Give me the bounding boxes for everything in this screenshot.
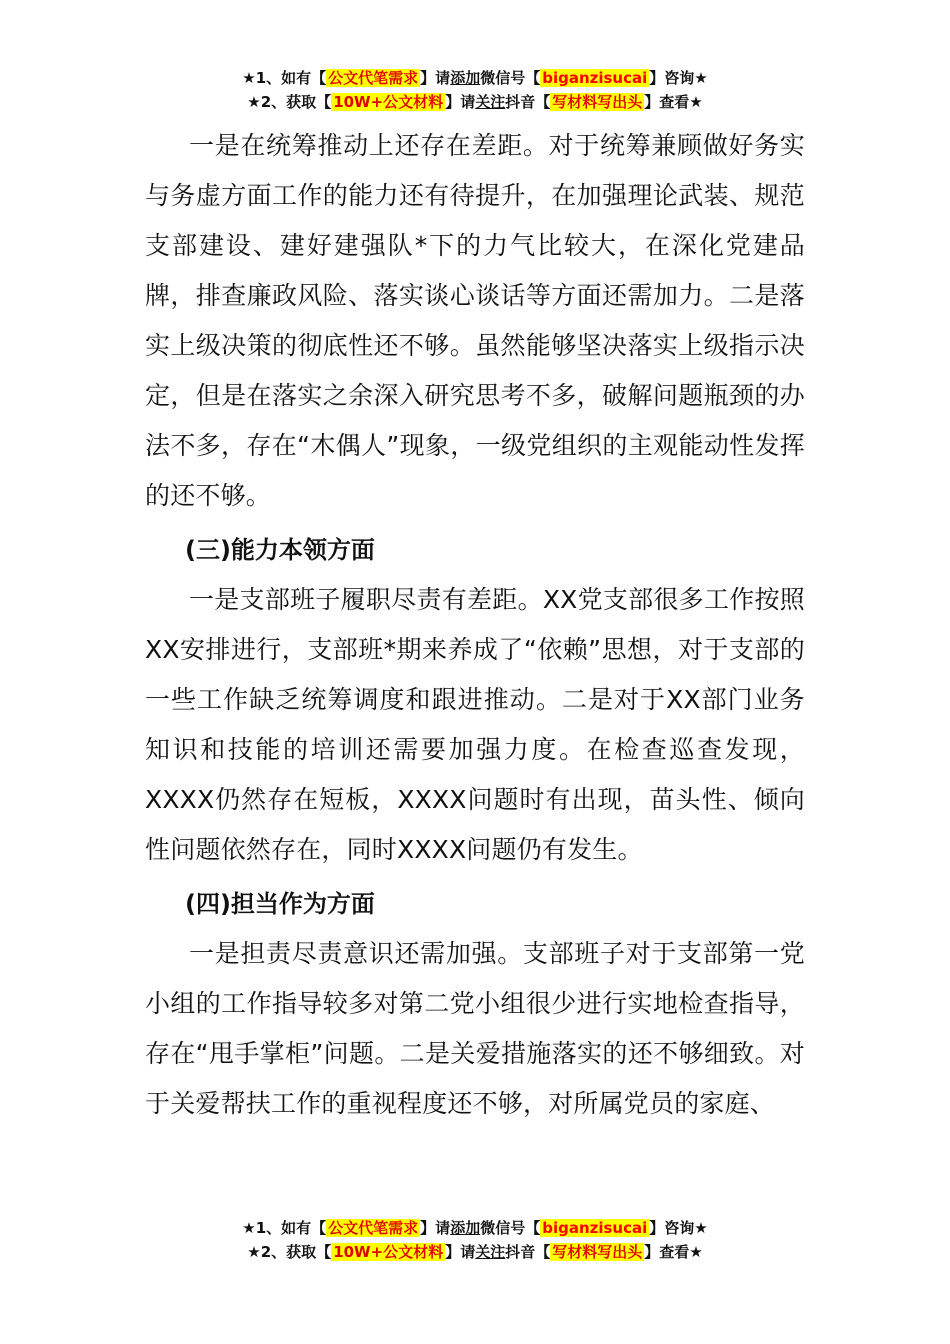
banner-prefix: ★2、获取【 [247,93,332,111]
banner-suffix: 】查看★ [644,93,703,111]
paragraph-responsibility: 一是担责尽责意识还需加强。支部班子对于支部第一党小组的工作指导较多对第二党小组很少进行实地检查指导，存在“甩手掌柜”问题。二是关爱措施落实的还不够细致。对于关爱帮扶工作的重视程度还不够，对所属党员的家庭、 [145,939,805,1118]
banner-line-2 [0,90,950,114]
banner-highlight: 公文代笔需求 [328,1219,419,1237]
paragraph-ability: 一是支部班子履职尽责有差距。XX党支部很多工作按照XX安排进行，支部班*期来养成了“依赖”思想，对于支部的一些工作缺乏统筹调度和跟进推动。二是对于XX部门业务知识和技能的培训还需要加强力度。在检查巡查发现，XXXX仍然存在短板，XXXX问题时有出现，苗头性、倾向性问题依然存在，同时XXXX问题仍有发生。 [145,585,805,864]
banner-prefix: ★2、获取【 [247,1243,332,1261]
banner-line-1 [0,66,950,90]
section-heading-responsibility: (四)担当作为方面 [185,890,375,918]
banner-text: 微信号【 [480,69,541,87]
banner-text: 】请 [420,1219,451,1237]
banner-prefix: ★1、如有【 [242,1219,327,1237]
banner-prefix: ★1、如有【 [242,69,327,87]
banner-highlight-wechat: biganzisucai [542,1219,648,1237]
banner-highlight: 公文代笔需求 [328,69,419,87]
banner-highlight: 10W+公文材料 [333,1243,444,1261]
banner-highlight: 10W+公文材料 [333,93,444,111]
banner-text: 】请 [445,1243,476,1261]
banner-highlight-wechat: biganzisucai [542,69,648,87]
banner-text: 抖音【 [505,1243,551,1261]
banner-highlight-douyin: 写材料写出头 [552,1243,643,1261]
document-body [145,121,805,1129]
banner-suffix: 】咨询★ [649,1219,708,1237]
header-banner [0,66,950,114]
banner-text: 微信号【 [480,1219,541,1237]
banner-underlined-text: 关注 [475,1243,506,1261]
footer-banner [0,1216,950,1264]
paragraph-coordination: 一是在统筹推动上还存在差距。对于统筹兼顾做好务实与务虚方面工作的能力还有待提升，在加强理论武装、规范支部建设、建好建强队*下的力气比较大，在深化党建品牌，排查廉政风险、落实谈心谈话等方面还需加力。二是落实上级决策的彻底性还不够。虽然能够坚决落实上级指示决定，但是在落实之余深入研究思考不多，破解问题瓶颈的办法不多，存在“木偶人”现象，一级党组织的主观能动性发挥的还不够。 [145,131,805,510]
banner-underlined-text: 关注 [475,93,506,111]
banner-highlight-douyin: 写材料写出头 [552,93,643,111]
banner-text: 抖音【 [505,93,551,111]
banner-suffix: 】查看★ [644,1243,703,1261]
banner-text: 】请 [420,69,451,87]
banner-suffix: 】咨询★ [649,69,708,87]
banner-underlined-text: 添加 [450,69,481,87]
banner-underlined-text: 添加 [450,1219,481,1237]
banner-text: 】请 [445,93,476,111]
banner-line-2 [0,1240,950,1264]
section-heading-ability: (三)能力本领方面 [185,536,375,564]
banner-line-1 [0,1216,950,1240]
